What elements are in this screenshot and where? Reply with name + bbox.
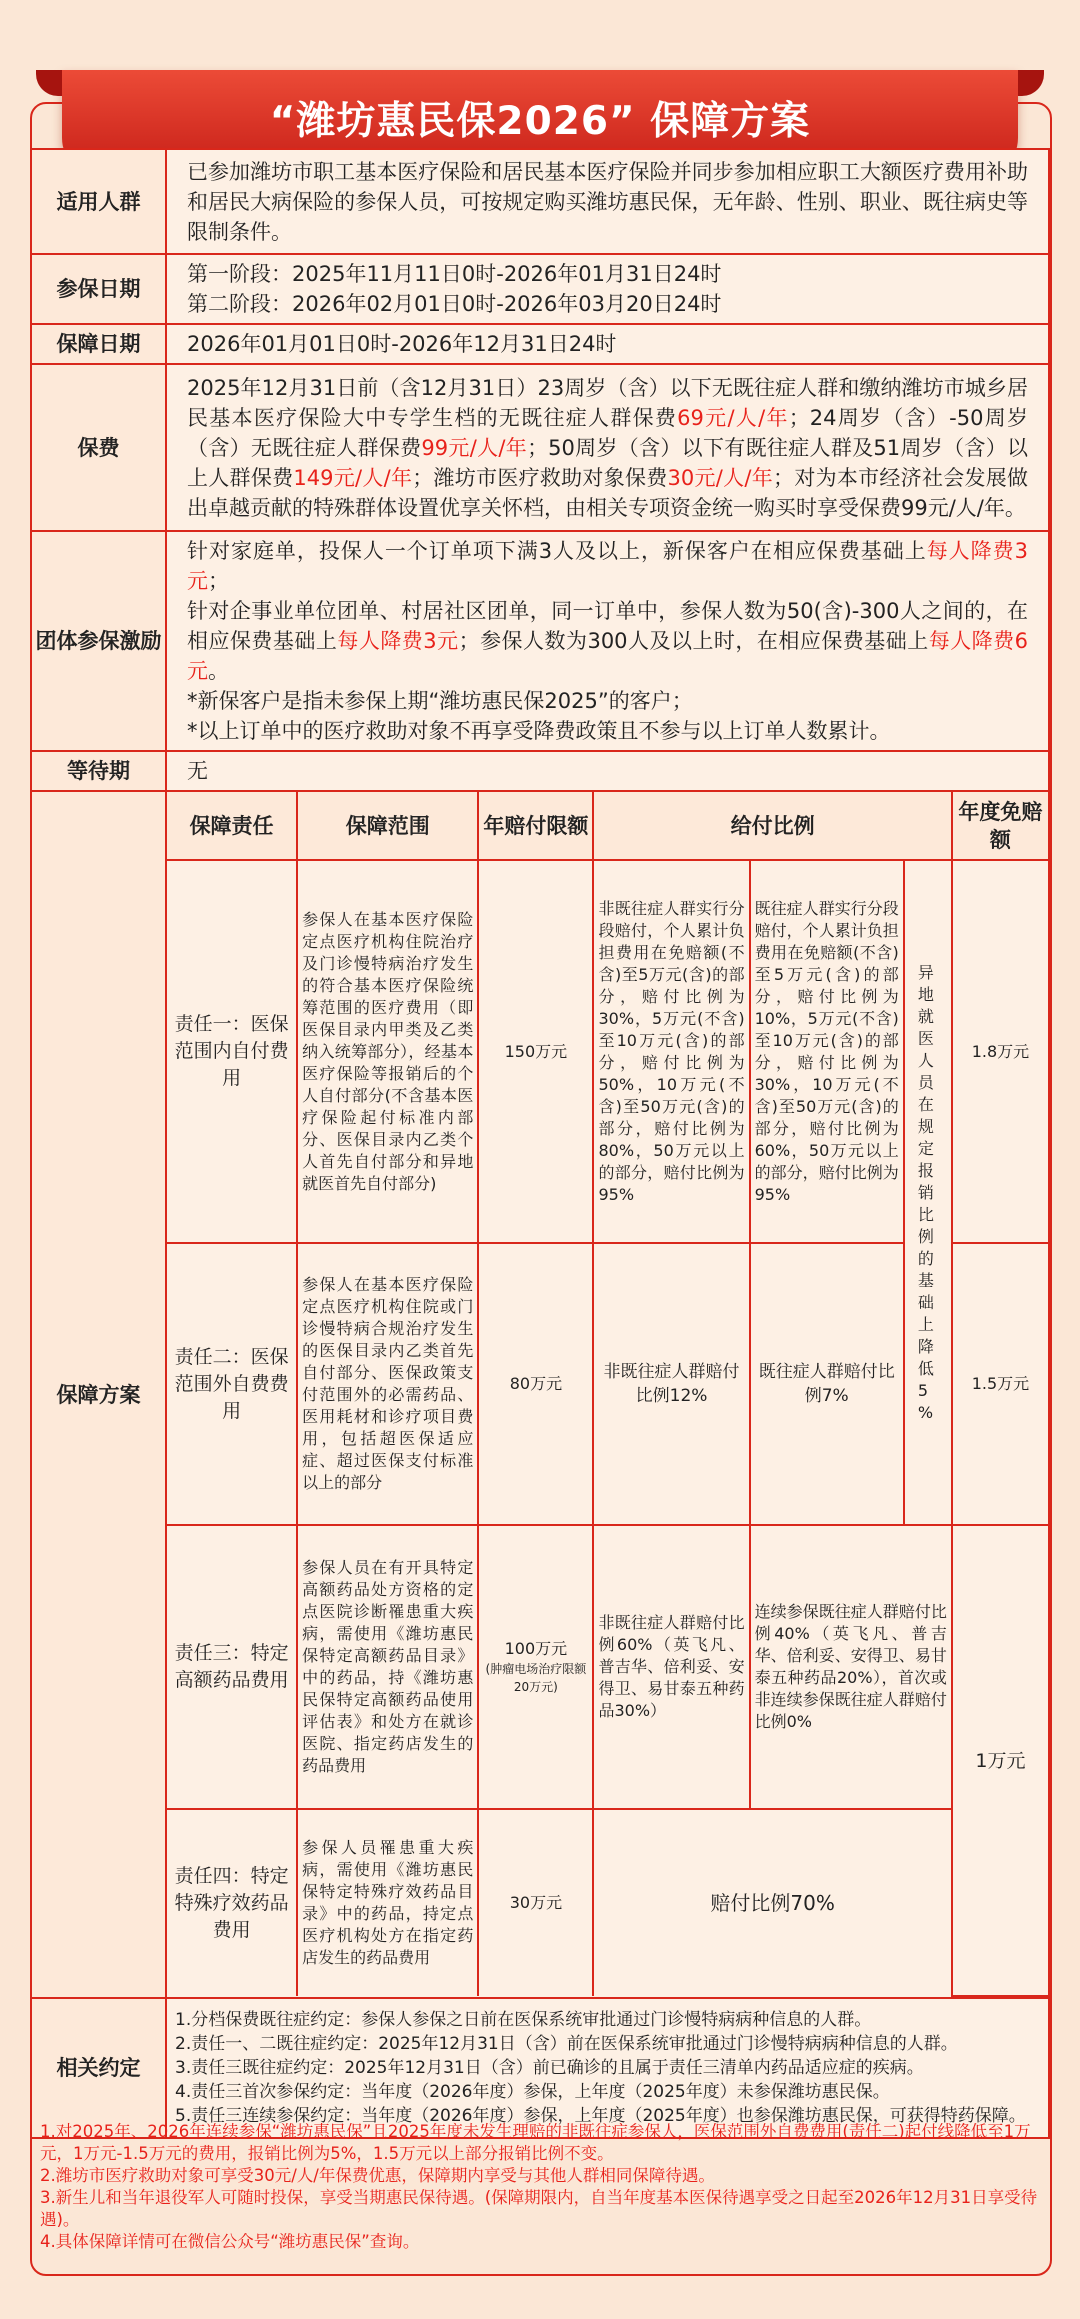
plan-cell [166,791,1049,1998]
benefit-row-4 [167,1809,1048,1996]
coverage-date-text: 2026年01月01日0时-2026年12月31日24时 [166,324,1049,364]
resp-4: 责任四：特定特殊疗效药品费用 [167,1809,297,1996]
resp-3: 责任三：特定高额药品费用 [167,1525,297,1809]
agreement-item: 4.责任三首次参保约定：当年度（2026年度）参保，上年度（2025年度）未参保潍坊惠民保。 [175,2082,890,2102]
enroll-phase-1: 第一阶段：2025年11月11日0时-2026年01月31日24时 [187,262,722,286]
row-agreements [31,1998,1049,2138]
agreement-item: 5.责任三连续参保约定：当年度（2026年度）参保，上年度（2025年度）也参保潍坊惠民保，可获得特药保障。 [175,2106,1026,2126]
agreement-item: 1.分档保费既往症约定：参保人参保之日前在医保系统审批通过门诊慢特病病种信息的人群。 [175,2010,872,2030]
limit-3: 100万元 (肿瘤电场治疗限额20万元) [478,1525,593,1809]
scope-4: 参保人员罹患重大疾病，需使用《潍坊惠民保特定特殊疗效药品目录》中的药品，持定点医疗机构处方在指定药店发生的药品费用 [297,1809,478,1996]
plan-label: 保障方案 [31,791,166,1998]
premium-price-senior: 149元/人/年 [293,465,413,490]
limit-3-note: (肿瘤电场治疗限额20万元) [485,1662,587,1694]
header-ratio: 给付比例 [593,792,951,860]
footnote-2: 2.潍坊市医疗救助对象可享受30元/人/年保费优惠，保障期内享受与其他人群相同保障待遇。 [40,2166,715,2185]
premium-price-aid: 30元/人/年 [667,465,774,490]
footnotes [40,2121,1042,2253]
benefit-row-1 [167,860,1048,1243]
enroll-dates [166,254,1049,324]
benefit-row-3 [167,1525,1048,1809]
footnote-1: 1.对2025年、2026年连续参保“潍坊惠民保”且2025年度未发生理赔的非既往症参保人，医保范围外自费费用(责任二)起付线降低至1万元，1万元-1.5万元的费用，报销比例为5%，1.5万元以上部分报销比例不变。 [40,2122,1031,2163]
footnote-4: 4.具体保障详情可在微信公众号“潍坊惠民保”查询。 [40,2232,420,2251]
row-premium [31,364,1049,531]
benefit-table [167,792,1048,1997]
footnote-3: 3.新生儿和当年退役军人可随时投保，享受当期惠民保待遇。(保障期限内，自当年度基本医保待遇享受之日起至2026年12月31日享受待遇)。 [40,2188,1038,2229]
premium-part: ；对为本市经济社会发展做出卓越贡献的特殊群体设置优享关怀档，由相关专项资金统一购买时享受保费99元/人/年。 [187,465,1029,520]
premium-price-mid: 99元/人/年 [421,435,528,460]
group-family: 针对家庭单，投保人一个订单项下满3人及以上，新保客户在相应保费基础上每人降费3元； [187,539,1028,593]
scope-1: 参保人在基本医疗保险定点医疗机构住院治疗及门诊慢特病治疗发生的符合基本医疗保险统筹范围的医疗费用（即医保目录内甲类及乙类纳入统筹部分），经基本医疗保险等报销后的个人自付部分(不含基本医疗保险起付标准内部分、医保目录内乙类个人首先自付部分和异地就医首先自付部分) [297,860,478,1243]
group-label: 团体参保激励 [31,531,166,751]
benefit-header-row [167,792,1048,860]
premium-text [166,364,1049,531]
agreements-label: 相关约定 [31,1998,166,2138]
resp-2: 责任二：医保范围外自费费用 [167,1243,297,1525]
row-group [31,531,1049,751]
waiting-label: 等待期 [31,751,166,791]
group-discount-6: 每人降费6元 [187,629,1028,683]
header-deductible: 年度免赔额 [952,792,1048,860]
premium-part: ；50周岁（含）以下有既往症人群及51周岁（含）以上人群保费 [187,435,1029,490]
resp-1: 责任一：医保范围内自付费用 [167,860,297,1243]
limit-1: 150万元 [478,860,593,1243]
ratio-prior-3: 连续参保既往症人群赔付比例40%（英飞凡、普吉华、倍利妥、安得卫、易甘泰五种药品20%），首次或非连续参保既往症人群赔付比例0% [750,1525,952,1809]
row-enroll [31,254,1049,324]
group-note-1: *新保客户是指未参保上期“潍坊惠民保2025”的客户； [187,689,693,713]
applicable-text: 已参加潍坊市职工基本医疗保险和居民基本医疗保险并同步参加相应职工大额医疗费用补助和居民大病保险的参保人员，可按规定购买潍坊惠民保，无年龄、性别、职业、既往病史等限制条件。 [166,149,1049,254]
ratio-nonprior-2: 非既往症人群赔付比例12% [593,1243,749,1525]
waiting-text: 无 [166,751,1049,791]
group-note-2: *以上订单中的医疗救助对象不再享受降费政策且不参与以上订单人数累计。 [187,719,891,743]
ratio-nonprior-1: 非既往症人群实行分段赔付，个人累计负担费用在免赔额(不含)至5万元(含)的部分，赔付比例为30%，5万元(不含)至10万元(含)的部分，赔付比例为50%，10万元(不含)至50万元(含)的部分，赔付比例为80%，50万元以上的部分，赔付比例为95% [593,860,749,1243]
row-applicable [31,149,1049,254]
row-plan [31,791,1049,1998]
premium-part: 2025年12月31日前（含12月31日）23周岁（含）以下无既往症人群和缴纳潍坊市城乡居民基本医疗保险大中专学生档的无既往症人群保费 [187,375,1028,430]
ratio-4: 赔付比例70% [593,1809,951,1996]
row-coverage-date [31,324,1049,364]
enroll-phase-2: 第二阶段：2026年02月01日0时-2026年03月20日24时 [187,292,722,316]
page-title: “潍坊惠民保2026” 保障方案 [269,99,811,144]
applicable-label: 适用人群 [31,149,166,254]
group-enterprise: 针对企事业单位团单、村居社区团单，同一订单中，参保人数为50(含)-300人之间的，在相应保费基础上每人降费3元；参保人数为300人及以上时，在相应保费基础上每人降费6元。 [187,599,1028,683]
agreement-item: 2.责任一、二既往症约定：2025年12月31日（含）前在医保系统审批通过门诊慢特病病种信息的人群。 [175,2034,958,2054]
plan-table [30,148,1050,2139]
limit-4: 30万元 [478,1809,593,1996]
scope-3: 参保人员在有开具特定高额药品处方资格的定点医院诊断罹患重大疾病，需使用《潍坊惠民保特定高额药品目录》中的药品，持《潍坊惠民保特定高额药品使用评估表》和处方在就诊医院、指定药店发生的药品费用 [297,1525,478,1809]
scope-2: 参保人在基本医疗保险定点医疗机构住院或门诊慢特病合规治疗发生的医保目录内乙类首先自付部分、医保政策支付范围外的必需药品、医用耗材和诊疗项目费用，包括超医保适应症、超过医保支付标准以上的部分 [297,1243,478,1525]
deductible-1: 1.8万元 [952,860,1048,1243]
limit-2: 80万元 [478,1243,593,1525]
group-text [166,531,1049,751]
group-discount-3b: 每人降费3元 [337,629,459,653]
remote-note: 异地就医人员在规定报销比例的基础上降低5% [904,860,952,1525]
enroll-label: 参保日期 [31,254,166,324]
agreement-item: 3.责任三既往症约定：2025年12月31日（含）前已确诊的且属于责任三清单内药品适应症的疾病。 [175,2058,924,2078]
header-responsibility: 保障责任 [167,792,297,860]
deductible-2: 1.5万元 [952,1243,1048,1525]
row-waiting [31,751,1049,791]
group-discount-3: 每人降费3元 [187,539,1028,593]
coverage-date-label: 保障日期 [31,324,166,364]
ratio-nonprior-3: 非既往症人群赔付比例60%（英飞凡、普吉华、倍利妥、安得卫、易甘泰五种药品30%） [593,1525,749,1809]
agreements-list [166,1998,1049,2138]
ratio-prior-1: 既往症人群实行分段赔付，个人累计负担费用在免赔额(不含)至5万元(含)的部分，赔付比例为10%，5万元(不含)至10万元(含)的部分，赔付比例为30%，10万元(不含)至50万元(含)的部分，赔付比例为60%，50万元以上的部分，赔付比例为95% [750,860,904,1243]
header-scope: 保障范围 [297,792,478,860]
header-limit: 年赔付限额 [478,792,593,860]
ratio-prior-2: 既往症人群赔付比例7% [750,1243,904,1525]
premium-label: 保费 [31,364,166,531]
premium-price-young: 69元/人/年 [677,405,789,430]
drug-deductible: 1万元 [952,1525,1048,1996]
premium-part: ；潍坊市医疗救助对象保费 [412,465,668,490]
premium-part: ；24周岁（含）-50周岁（含）无既往症人群保费 [187,405,1028,460]
